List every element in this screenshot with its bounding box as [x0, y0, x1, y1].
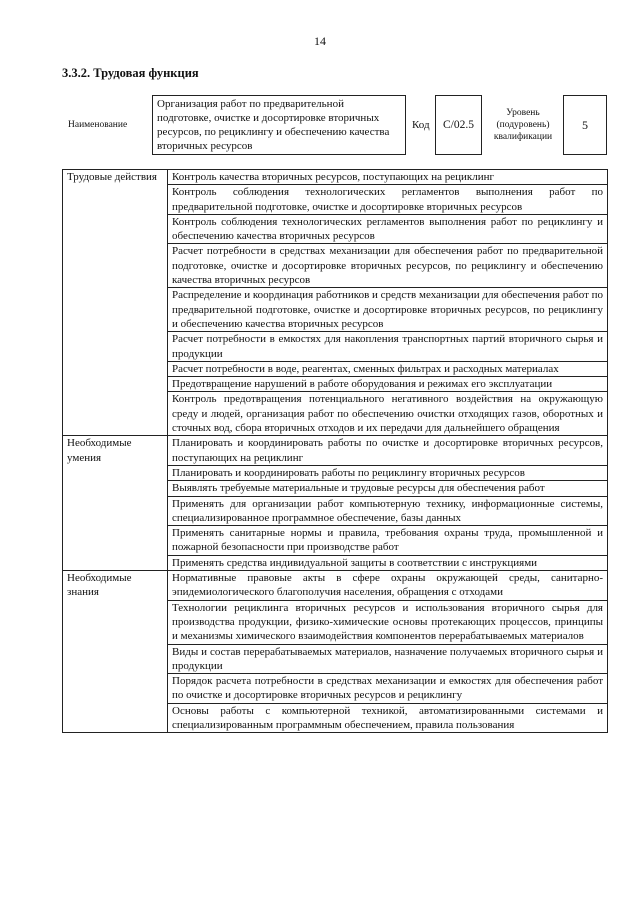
table-cell-item: Расчет потребности в средствах механизации для обеспечения работ по предварительной подготовке, очистке и досортировке вторичных ресурсов, по рециклингу и обеспечению качества вторичных ресурсов	[168, 244, 608, 288]
table-cell-item: Контроль соблюдения технологических регламентов выполнения работ по предварительной подготовке, очистке и досортировке вторичных ресурсов	[168, 185, 608, 215]
table-cell-item: Виды и состав перерабатываемых материалов, назначение получаемых вторичного сырья и продукции	[168, 644, 608, 674]
table-row	[63, 170, 608, 185]
section-category: Необходимые знания	[63, 571, 168, 733]
table-cell-item: Нормативные правовые акты в сфере охраны окружающей среды, санитарно-эпидемиологического благополучия населения, обращения с отходами	[168, 571, 608, 601]
page-number: 14	[314, 34, 326, 48]
table-cell-item: Выявлять требуемые материальные и трудовые ресурсы для обеспечения работ	[168, 481, 608, 496]
level-label: Уровень (подуровень) квалификации	[493, 108, 553, 142]
code-label: Код	[412, 119, 430, 131]
section-title: 3.3.2. Трудовая функция	[62, 66, 199, 80]
level-value-box: 5	[563, 95, 607, 155]
table-cell-item: Контроль качества вторичных ресурсов, поступающих на рециклинг	[168, 170, 608, 185]
table-cell-item: Расчет потребности в воде, реагентах, сменных фильтрах и расходных материалах	[168, 361, 608, 376]
function-name-box: Организация работ по предварительной подготовке, очистке и досортировке вторичных ресурсов, по рециклингу и обеспечению качества вторичных ресурсов	[152, 95, 406, 155]
table-cell-item: Расчет потребности в емкостях для накопления транспортных партий вторичного сырья и продукции	[168, 332, 608, 362]
section-category: Трудовые действия	[63, 170, 168, 436]
section-category: Необходимые умения	[63, 436, 168, 571]
table-cell-item: Контроль соблюдения технологических регламентов выполнения работ по рециклингу и обеспечению качества вторичных ресурсов	[168, 214, 608, 244]
table-cell-item: Предотвращение нарушений в работе оборудования и режимах его эксплуатации	[168, 377, 608, 392]
table-cell-item: Применять санитарные нормы и правила, требования охраны труда, промышленной и пожарной безопасности при производстве работ	[168, 526, 608, 556]
table-row	[63, 571, 608, 601]
table-cell-item: Применять средства индивидуальной защиты в соответствии с инструкциями	[168, 555, 608, 570]
table-cell-item: Технологии рециклинга вторичных ресурсов и использования вторичного сырья для производства продукции, физико-химические основы протекающих процессов, принципы и механизмы химического взаимодействия компонентов перерабатываемых материалов	[168, 600, 608, 644]
table-cell-item: Планировать и координировать работы по рециклингу вторичных ресурсов	[168, 465, 608, 480]
table-cell-item: Порядок расчета потребности в средствах механизации и емкостях для обеспечения работ по очистке и досортировке вторичных ресурсов и рециклингу	[168, 674, 608, 704]
function-table	[62, 169, 608, 733]
table-cell-item: Распределение и координация работников и средств механизации для обеспечения работ по предварительной подготовке, очистке и досортировке вторичных ресурсов, по рециклингу и обеспечению качества вторичных ресурсов	[168, 288, 608, 332]
table-cell-item: Контроль предотвращения потенциального негативного воздействия на окружающую среду и людей, организация работ по обеспечению очистки отходящих газов, оборотных и сточных вод, сбора вторичных отходов и их передачи для дальнейшего обращения	[168, 392, 608, 436]
table-row	[63, 436, 608, 466]
table-cell-item: Планировать и координировать работы по очистке и досортировке вторичных ресурсов, поступающих на рециклинг	[168, 436, 608, 466]
table-cell-item: Применять для организации работ компьютерную технику, информационные системы, специализированное программное обеспечение, базы данных	[168, 496, 608, 526]
table-cell-item: Основы работы с компьютерной техникой, автоматизированными системами и специализированным программным обеспечением, правила пользования	[168, 703, 608, 733]
name-label: Наименование	[68, 120, 128, 130]
code-value-box: С/02.5	[435, 95, 482, 155]
